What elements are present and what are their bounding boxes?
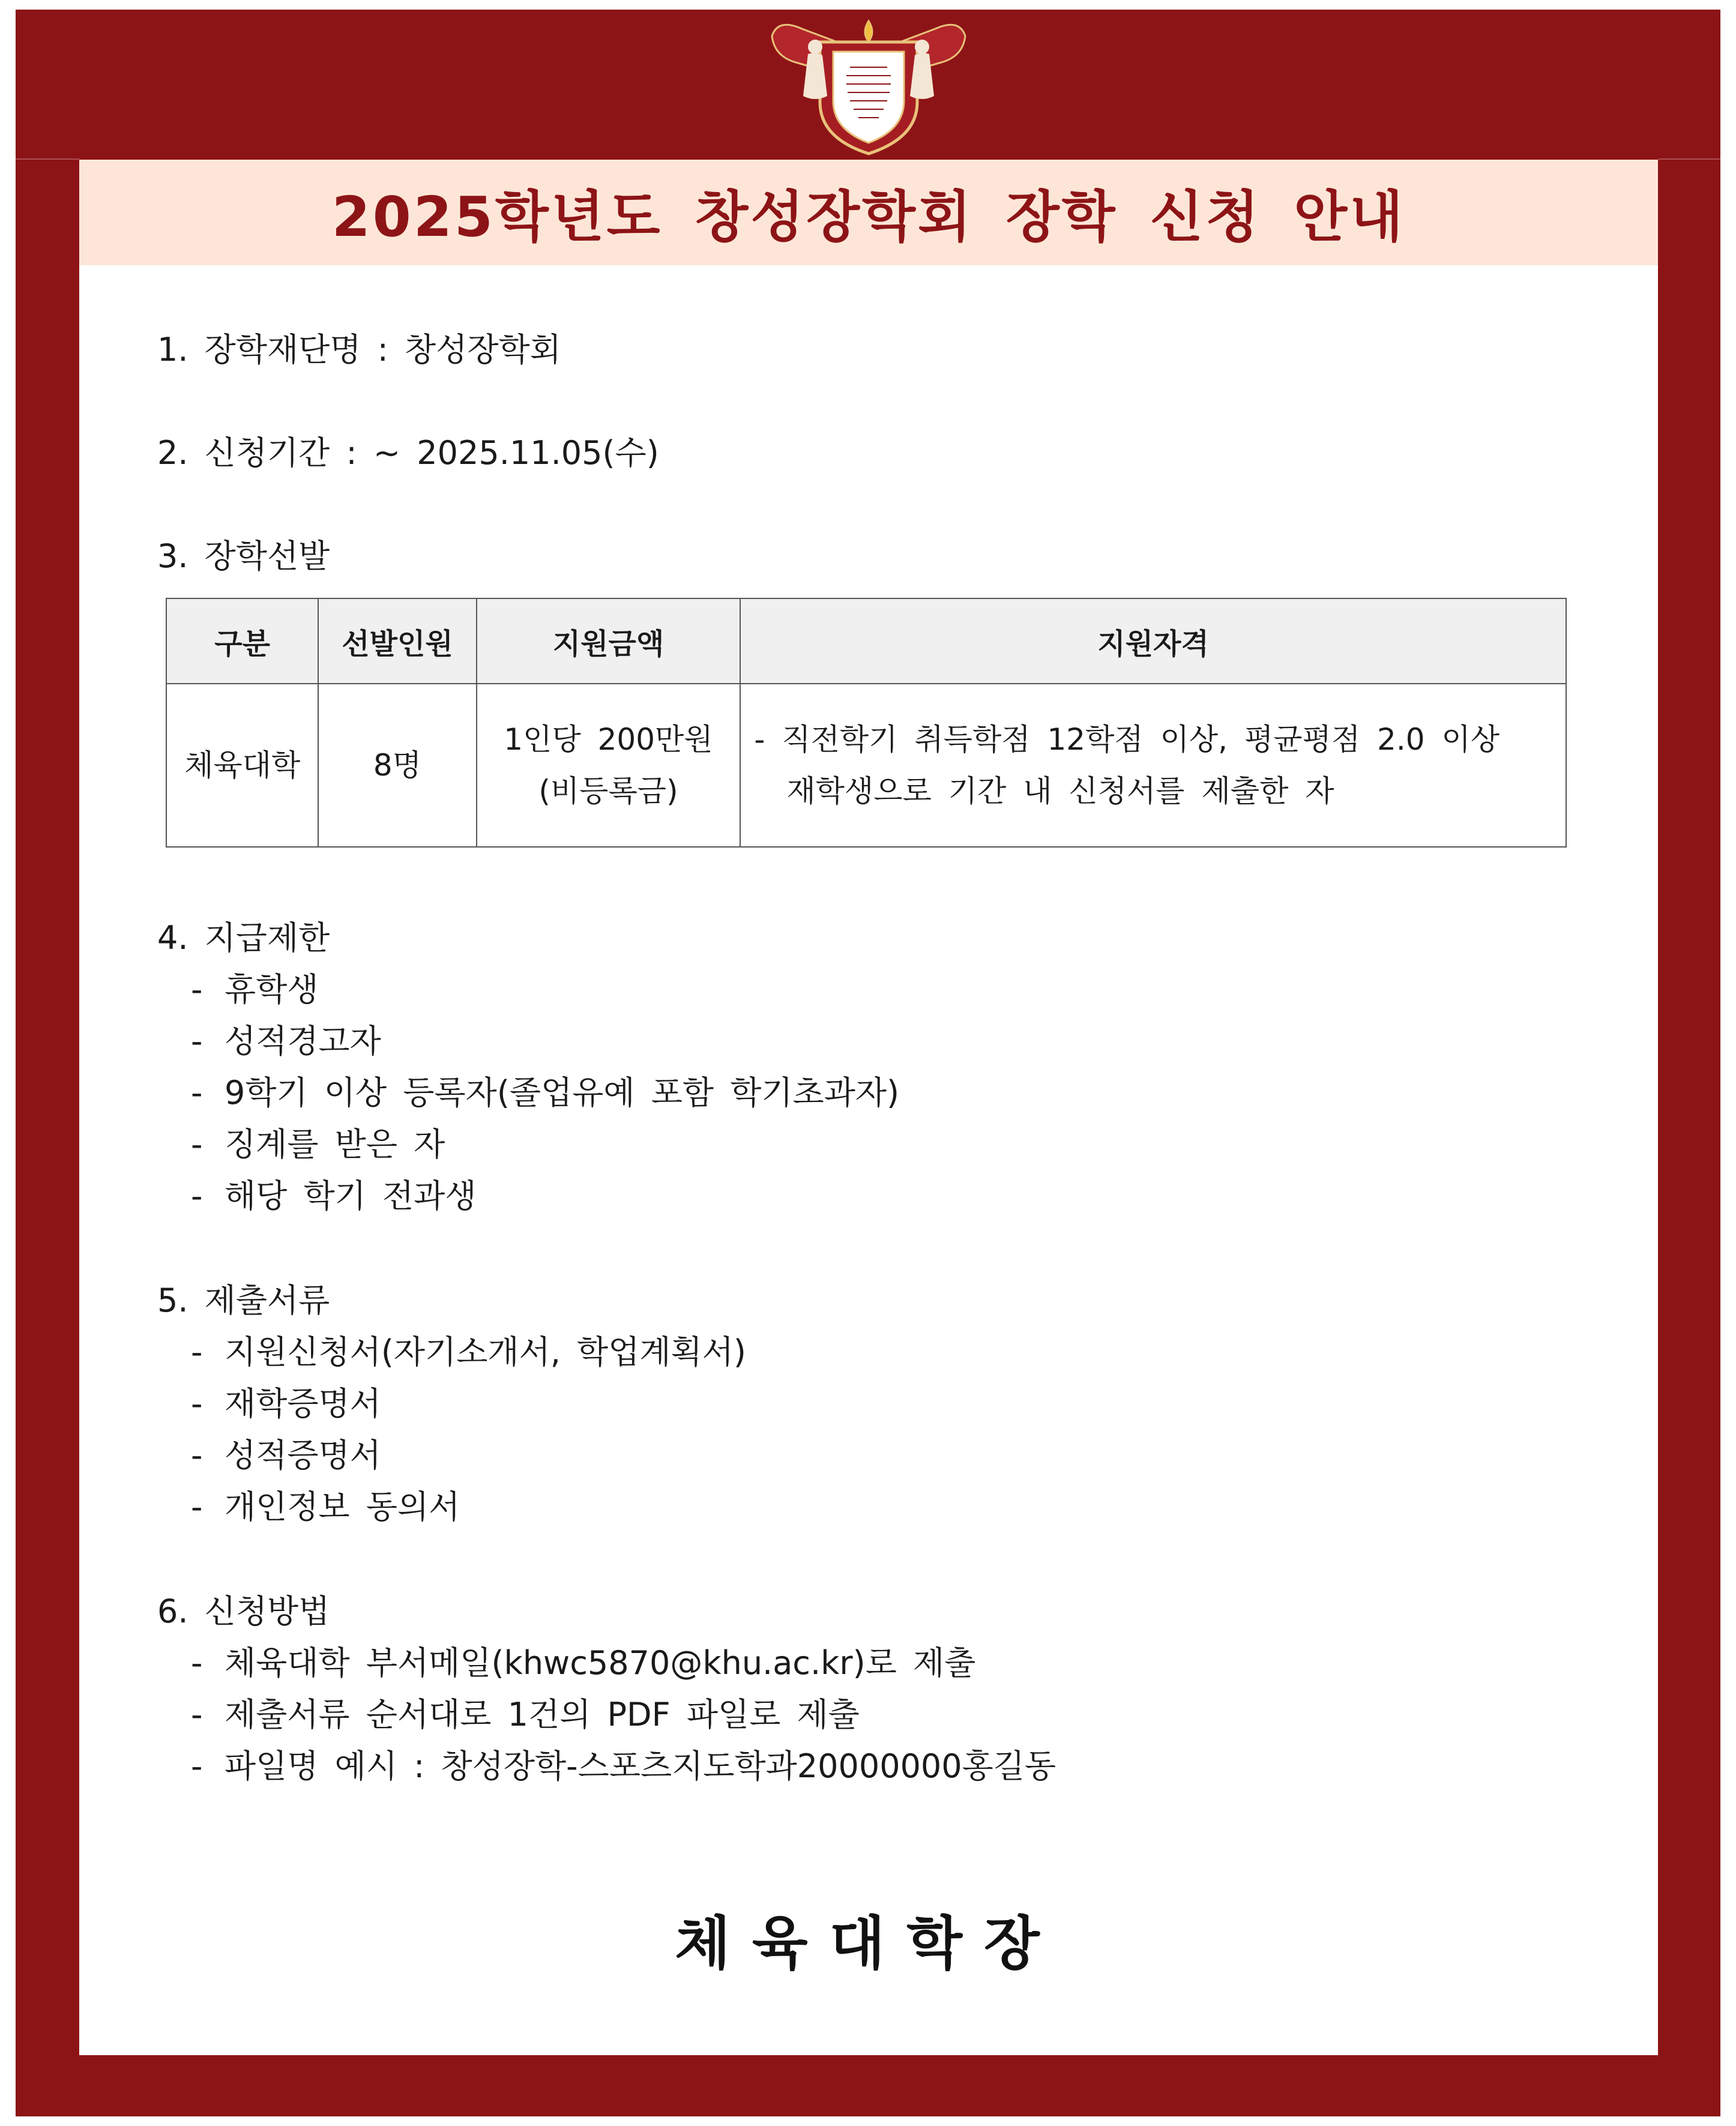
qualification-line-2: 재학생으로 기간 내 신청서를 제출한 자 [786, 774, 1334, 809]
list-item: - 파일명 예시 : 창성장학-스포츠지도학과20000000홍길동 [191, 1747, 1056, 1785]
section-5-title: 5. 제출서류 [157, 1281, 330, 1319]
section-3-title: 3. 장학선발 [157, 537, 330, 575]
header-count: 선발인원 [318, 598, 476, 684]
cell-qualification [740, 684, 1566, 847]
list-item: - 성적경고자 [191, 1022, 381, 1060]
list-item: - 해당 학기 전과생 [191, 1177, 477, 1215]
cell-amount [477, 684, 741, 847]
cell-category: 체육대학 [166, 684, 318, 847]
header-qualification: 지원자격 [740, 598, 1566, 684]
title-band [79, 160, 1658, 265]
frame-right [1658, 10, 1720, 2116]
university-emblem-icon [760, 12, 977, 156]
section-1-foundation: 1. 장학재단명 : 창성장학회 [157, 331, 561, 369]
list-item: - 체육대학 부서메일(khwc5870@khu.ac.kr)로 제출 [191, 1644, 976, 1682]
section-4-title: 4. 지급제한 [157, 919, 330, 957]
list-item: - 개인정보 동의서 [191, 1488, 460, 1526]
table-header-row [166, 598, 1566, 684]
frame-left [16, 10, 79, 2116]
selection-table [166, 598, 1567, 848]
list-item: - 휴학생 [191, 971, 319, 1008]
list-item: - 재학증명서 [191, 1385, 381, 1423]
list-item: - 지원신청서(자기소개서, 학업계획서) [191, 1333, 746, 1371]
amount-line-2: (비등록금) [538, 774, 678, 809]
frame-bottom [16, 2055, 1720, 2116]
list-item: - 징계를 받은 자 [191, 1125, 445, 1163]
section-6-title: 6. 신청방법 [157, 1592, 330, 1630]
section-2-period: 2. 신청기간 : ~ 2025.11.05(수) [157, 434, 659, 472]
signature: 체육대학장 [675, 1910, 1061, 1977]
list-item: - 9학기 이상 등록자(졸업유예 포함 학기초과자) [191, 1074, 900, 1112]
list-item: - 제출서류 순서대로 1건의 PDF 파일로 제출 [191, 1696, 860, 1733]
header-amount: 지원금액 [477, 598, 741, 684]
page-title: 2025학년도 창성장학회 장학 신청 안내 [331, 185, 1406, 249]
qualification-line-1: - 직전학기 취득학점 12학점 이상, 평균평점 2.0 이상 [754, 722, 1500, 757]
frame-divider [1658, 158, 1720, 160]
table-row [166, 684, 1566, 847]
amount-line-1: 1인당 200만원 [504, 722, 713, 757]
list-item: - 성적증명서 [191, 1436, 381, 1474]
cell-count: 8명 [318, 684, 476, 847]
header-category: 구분 [166, 598, 318, 684]
frame-divider [16, 158, 79, 160]
